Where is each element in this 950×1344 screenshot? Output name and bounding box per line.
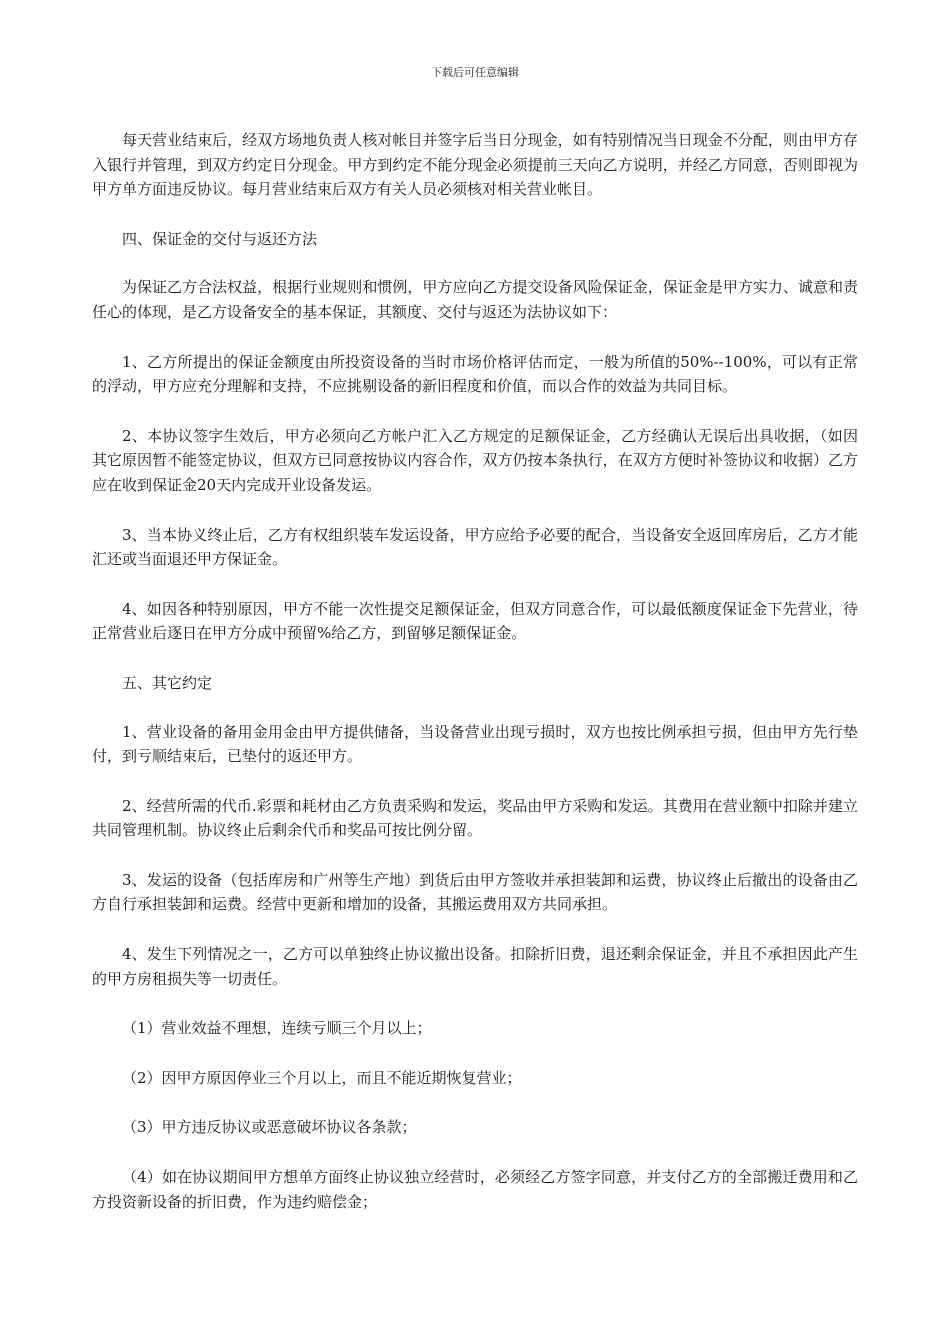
paragraph-deposit-intro: 为保证乙方合法权益，根据行业规则和惯例，甲方应向乙方提交设备风险保证金，保证金是甲方实力、诚意和责任心的体现，是乙方设备安全的基本保证，其额度、交付与返还为法协议如下： — [92, 278, 858, 321]
list-item-condition-3: （3）甲方违反协议或恶意破坏协议各条款； — [122, 1118, 417, 1137]
document-body — [92, 128, 858, 1239]
list-item-condition-2: （2）因甲方原因停业三个月以上，而且不能近期恢复营业； — [122, 1068, 522, 1087]
paragraph-deposit-item-3: 3、当本协义终止后，乙方有权组织装车发运设备，甲方应给予必要的配合，当设备安全返回库房后，乙方才能汇还或当面退还甲方保证金。 — [92, 525, 858, 569]
paragraph-daily-settlement: 每天营业结束后，经双方场地负责人核对帐目并签字后当日分现金，如有特别情况当日现金不分配，则由甲方存入银行并管理，到双方约定日分现金。甲方到约定不能分现金必须提前三天向乙方说明，并经乙方同意，否则即视为甲方单方面违反协议。每月营业结束后双方有关人员必须核对相关营业帐目。 — [92, 131, 858, 199]
paragraph-other-item-1: 1、营业设备的备用金用金由甲方提供储备，当设备营业出现亏损时，双方也按比例承担亏损，但由甲方先行垫付，到亏顺结束后，已垫付的返还甲方。 — [92, 722, 858, 766]
paragraph-deposit-item-2: 2、本协议签字生效后，甲方必须向乙方帐户汇入乙方规定的足额保证金，乙方经确认无误后出具收据，（如因其它原因暂不能签定协议，但双方已同意按协议内容合作，双方仍按本条执行，在双方方便时补签协议和收据）乙方应在收到保证金20天内完成开业设备发运。 — [92, 426, 858, 494]
paragraph-other-item-2: 2、经营所需的代币.彩票和耗材由乙方负责采购和发运，奖品由甲方采购和发运。其费用在营业额中扣除并建立共同管理机制。协议终止后剩余代币和奖品可按比例分留。 — [92, 796, 858, 840]
paragraph-other-item-3: 3、发运的设备（包括库房和广州等生产地）到货后由甲方签收并承担装卸和运费，协议终止后撤出的设备由乙方自行承担装卸和运费。经营中更新和增加的设备，其搬运费用双方共同承担。 — [92, 870, 858, 914]
list-item-condition-4: （4）如在协议期间甲方想单方面终止协议独立经营时，必须经乙方签字同意，并支付乙方的全部搬迁费用和乙方投资新设备的折旧费，作为违约赔偿金； — [92, 1168, 858, 1211]
section-heading-deposit: 四、保证金的交付与返还方法 — [122, 229, 318, 248]
paragraph-deposit-item-1: 1、乙方所提出的保证金额度由所投资设备的当时市场价格评估而定，一般为所值的50%--100%，可以有正常的浮动，甲方应充分理解和支持，不应挑剔设备的新旧程度和价值，而以合作的效益为共同目标。 — [92, 352, 858, 396]
paragraph-other-item-4: 4、发生下列情况之一，乙方可以单独终止协议撤出设备。扣除折旧费，退还剩余保证金，并且不承担因此产生的甲方房租损失等一切责任。 — [92, 945, 858, 988]
page-header: 下载后可任意编辑 — [431, 66, 519, 79]
paragraph-deposit-item-4: 4、如因各种特别原因，甲方不能一次性提交足额保证金，但双方同意合作，可以最低额度保证金下先营业，待正常营业后逐日在甲方分成中预留%给乙方，到留够足额保证金。 — [92, 599, 858, 643]
list-item-condition-1: （1）营业效益不理想，连续亏顺三个月以上； — [122, 1019, 432, 1038]
section-heading-other: 五、其它约定 — [122, 673, 213, 692]
